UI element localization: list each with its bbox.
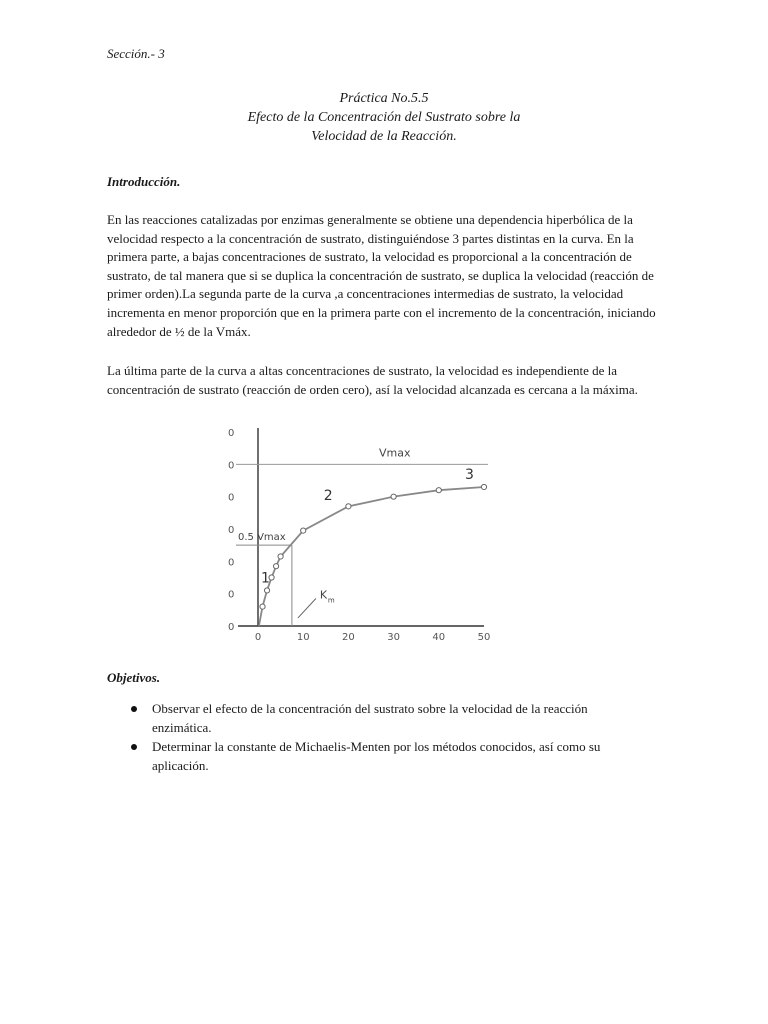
- intro-paragraph-2: La última parte de la curva a altas concentraciones de sustrato, la velocidad es independiente de la concentración de sustrato (reacción de orden cero), así la velocidad alcanzada es cercana a la máxima.: [107, 363, 638, 397]
- x-tick-label: 30: [387, 632, 400, 643]
- point-1-label: 1: [261, 570, 270, 587]
- point-3-label: 3: [464, 466, 474, 483]
- data-point: [273, 564, 278, 569]
- section-label: Sección.- 3: [107, 46, 165, 61]
- series-line-velocidad: [259, 487, 484, 626]
- vmax-label: Vmax: [379, 446, 411, 460]
- title-line-2: Efecto de la Concentración del Sustrato sobre la: [247, 110, 521, 125]
- y-tick-label: 0: [228, 525, 235, 536]
- x-tick-label: 10: [296, 632, 310, 643]
- data-point: [301, 528, 306, 533]
- x-tick-label: 20: [342, 632, 355, 643]
- intro-heading: Introducción.: [107, 174, 181, 189]
- objective-1-line-1: Observar el efecto de la concentración del sustrato sobre la velocidad de la reacción: [152, 701, 588, 716]
- chart-svg: [218, 422, 498, 644]
- objectives-heading: Objetivos.: [107, 670, 161, 685]
- objective-1-line-2: enzimática.: [152, 719, 212, 735]
- data-point: [264, 588, 269, 593]
- x-tick-label: 40: [432, 632, 446, 643]
- data-point: [436, 488, 441, 493]
- michaelis-menten-chart: [218, 422, 498, 644]
- list-item: [107, 700, 627, 737]
- point-2-label: 2: [323, 487, 333, 504]
- x-tick-label: 50: [477, 632, 491, 643]
- y-tick-label: 0: [228, 557, 235, 569]
- data-point: [278, 554, 283, 559]
- objective-2-line-1: Determinar la constante de Michaelis-Menten por los métodos conocidos, así como su: [152, 739, 601, 755]
- y-tick-label: 0: [228, 589, 235, 601]
- bullet-icon: [131, 706, 137, 712]
- y-tick-label: 0: [228, 492, 235, 504]
- document-title: [0, 89, 768, 146]
- title-line-3: Velocidad de la Reacción.: [311, 129, 457, 144]
- y-tick-label: 0: [228, 622, 235, 633]
- x-tick-label: 0: [254, 632, 262, 643]
- bullet-icon: [131, 744, 137, 750]
- data-point: [391, 494, 396, 499]
- data-point: [481, 484, 486, 489]
- km-arrow: [298, 599, 316, 618]
- objectives-list: [107, 700, 627, 776]
- y-tick-label: 0: [228, 460, 235, 472]
- y-tick-label: 0: [228, 428, 235, 439]
- title-line-1: Práctica No.5.5: [339, 91, 429, 106]
- list-item: [107, 738, 627, 775]
- data-point: [260, 604, 265, 609]
- intro-paragraph-1: En las reacciones catalizadas por enzimas generalmente se obtiene una dependencia hiperbólica de la velocidad respecto a la concentración de sustrato, distinguiéndose 3 partes distintas en la curva. En la primera parte, a bajas concentraciones de sustrato, la velocidad es proporcional a la concentración de sustrato, de tal manera que si se duplica la concentración de sustrato, se duplica la velocidad (reacción de primer orden).La segunda parte de la curva ,a concentraciones intermedias de sustrato, la velocidad incrementa en menor proporción que en la primera parte con el incremento de la concentración, iniciando alrededor de ½ de la Vmáx.: [107, 212, 656, 339]
- half-vmax-label: 0.5 Vmax: [238, 532, 286, 544]
- objective-2-line-2: aplicación.: [152, 757, 209, 773]
- km-subscript: m: [327, 596, 335, 605]
- data-point: [346, 504, 351, 509]
- km-label: K: [319, 588, 328, 602]
